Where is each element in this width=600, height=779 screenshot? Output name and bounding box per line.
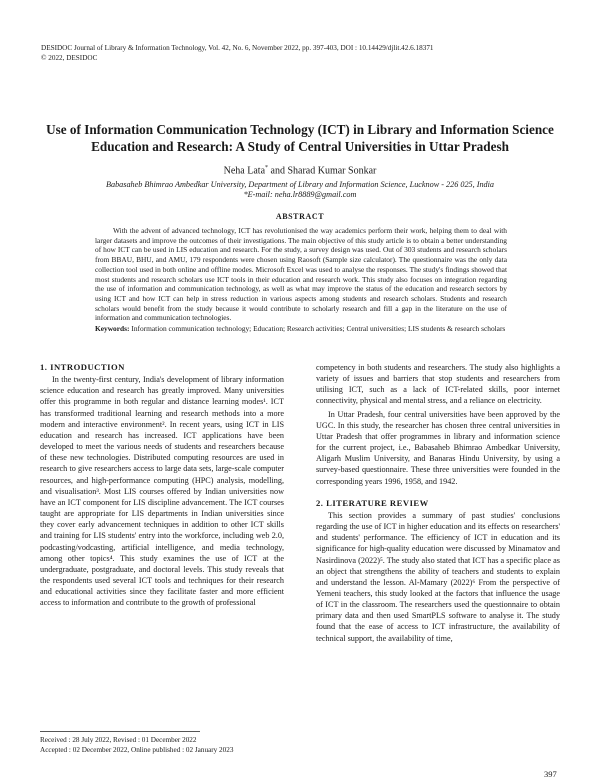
paper-title: Use of Information Communication Technology (ICT) in Library and Information Science Education and Research: A Study of Central Universities in Uttar Pradesh: [46, 122, 554, 154]
paragraph: In Uttar Pradesh, four central universities have been approved by the UGC. In this study, the researcher has chosen three central universities in Uttar Pradesh that offer programmes in library and information science for the current project, i.e., Babasaheb Bhimrao Ambedkar University, Aligarh Muslim University, and Banaras Hindu University, by using a survey-based questionnaire. These three universities were founded in the corresponding years 1996, 1958, and 1942.: [316, 409, 560, 486]
right-column: [316, 362, 560, 644]
page-number: 397: [544, 769, 557, 779]
accepted-date: Accepted : 02 December 2022, Online published : 02 January 2023: [40, 746, 234, 754]
paragraph: competency in both students and researchers. The study also highlights a variety of issues and barriers that stop students and researchers from utilising ICT, such as a lack of ICT-related skills, poor internet connectivity, physical and mental stress, and a reliance on electricity.: [316, 363, 560, 406]
author-connector: and: [268, 165, 288, 177]
keywords: [95, 324, 507, 334]
abstract-text: With the advent of advanced technology, ICT has revolutionised the way academics perform their work, helping them to deal with larger datasets and improve the outcomes of their investigations. The main objective of this study article is to obtain a better understanding of how ICT can be used in LIS education and research. For the study, a survey design was used. Out of 303 students and research scholars from BBAU, BHU, and AMU, 179 respondents were chosen using Raosoft (Sample size calculator). The questionnaire was the only data collection tool used in both online and offline modes. Microsoft Excel was used to analyse the responses. The study's findings showed that most students and research scholars use ICT tools in their education and research work. This study also focuses on integration regarding the use of information and communication technology, as well as what may improve the status of the education and research sectors by using ICT and how ICT can help in stress reduction in various aspects among students and research scholars. Students and research scholars would benefit from the study because it would contribute to scholarly research and fill a gap in the literature on the use of information and communication technologies.: [95, 226, 507, 323]
email[interactable]: *E-mail: neha.lr8889@gmail.com: [243, 190, 357, 199]
received-date: Received : 28 July 2022, Revised : 01 December 2022: [40, 736, 197, 744]
copyright-notice: © 2022, DESIDOC: [41, 54, 98, 62]
dates-footer: [40, 735, 233, 755]
institution: Babasaheb Bhimrao Ambedkar University, Department of Library and Information Science, Lucknow - 226 025, India: [105, 180, 495, 189]
section-heading: 2. LITERATURE REVIEW: [316, 497, 429, 508]
author-name: Sharad Kumar Sonkar: [287, 165, 377, 177]
section-heading: 1. INTRODUCTION: [40, 362, 125, 372]
paragraph: In the twenty-first century, India's development of library information science education and research has greatly improved. Many universities offer this programme in both regular and distance learning modes¹. ICT has transformed traditional learning and research methods into a more modern and interactive environment². In recent years, using ICT in LIS education and research has increased. ICT applications have been developed to meet the various needs of students and researchers because of these new technologies. Distributed computing resources are used in research to give researchers access to large data sets, large-scale computer resources, and high-performance computing (HPC) analysis, modelling, and visualisation³. Most LIS courses offered by Indian universities now have an ICT component for LIS discipline advancement. The ICT courses taught are appropriate for LIS departments in Indian universities since they cover early advancement techniques in addition to other ICT skills and training for LIS students' entry into the workforce, including web 2.0, podcasting/vodcasting, artificial intelligence, and media technology, among other topics⁴. This study examines the use of ICT at the undergraduate, postgraduate, and doctoral levels. This study reveals that the respondents used several ICT tools and techniques for their research and educational activities since they facilitate faster and more efficient access to information and contribute to the growth of professional: [40, 375, 284, 608]
keywords-list: Information communication technology; Education; Research activities; Central universities; LIS students & research scholars: [131, 324, 506, 333]
author-line: [40, 165, 560, 176]
journal-header: [41, 43, 434, 63]
author-name: Neha Lata: [223, 165, 266, 177]
corresponding-mark: *: [265, 165, 269, 171]
affiliation: [40, 180, 560, 200]
abstract-heading: ABSTRACT: [275, 212, 325, 221]
left-column: [40, 362, 284, 608]
journal-citation: DESIDOC Journal of Library & Information Technology, Vol. 42, No. 6, November 2022, pp. 397-403, DOI : 10.14429/djlit.42.6.18371: [41, 44, 434, 52]
paragraph: This section provides a summary of past studies' conclusions regarding the use of ICT in higher education and its effects on researchers' and students' performance. The efficiency of ICT in education and its significance for high-quality education were discussed by Minamatov and Nasirdinova (2022)⁵. The study also stated that ICT has a specific place as an object that strengthens the ability of teachers and students to explain and understand the lesson. Al-Mamary (2022)⁶ From the perspective of Yemeni teachers, this study looked at the factors that influence the usage of ICT in the classroom. The researchers used the questionnaire to obtain primary data and then used SmartPLS software to analyse it. The study found that the ease of access to ICT infrastructure, the availability of technical support, the availability of time,: [316, 510, 560, 643]
keywords-label: Keywords:: [95, 324, 130, 333]
footer-divider: [40, 731, 200, 732]
